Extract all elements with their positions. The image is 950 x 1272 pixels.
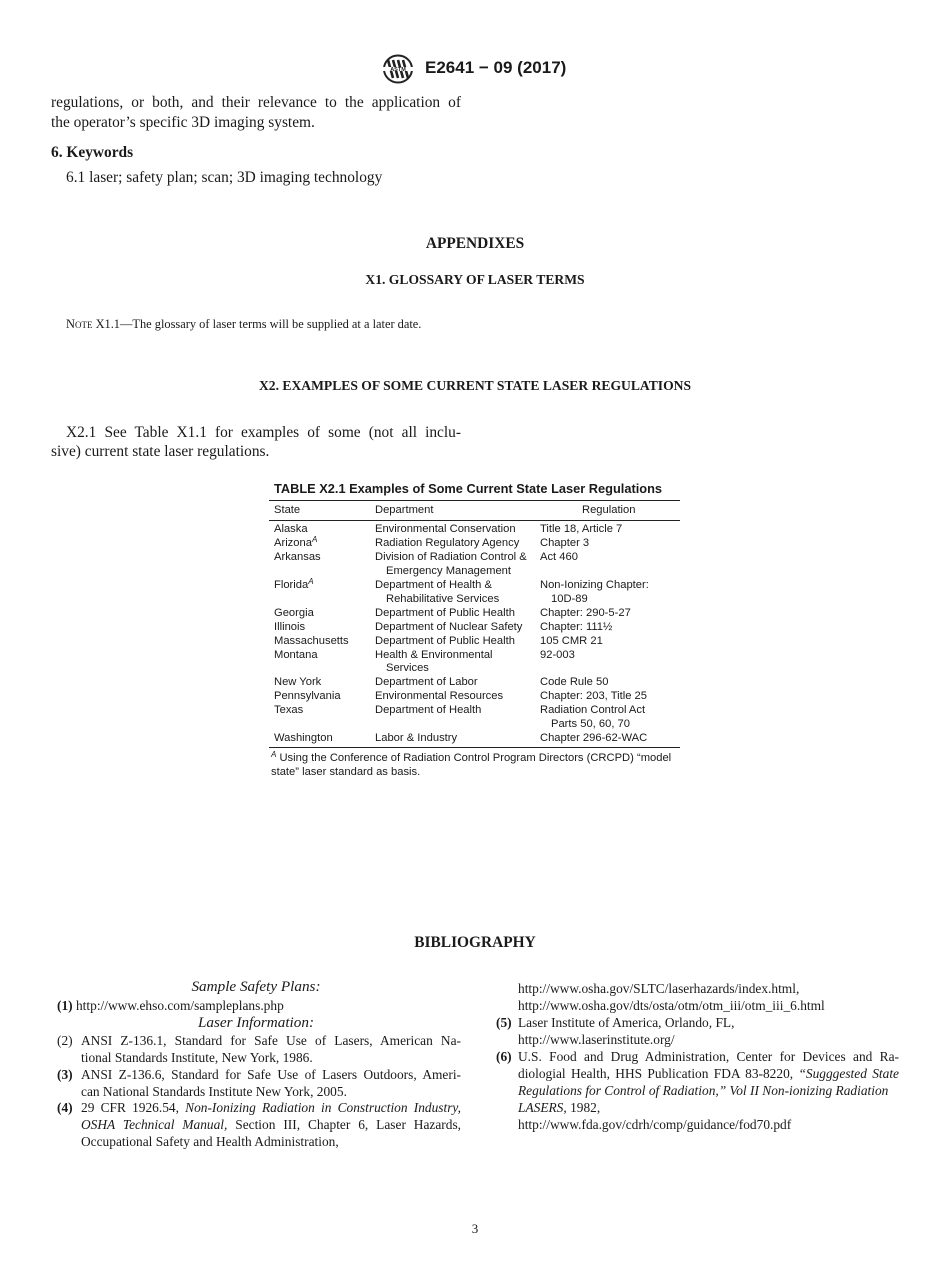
reference-4-url-1: http://www.osha.gov/SLTC/laserhazards/index.html, (518, 981, 800, 996)
table-title: TABLE X2.1 Examples of Some Current State Laser Regulations (274, 481, 663, 496)
reference-4-url-2: http://www.osha.gov/dts/osta/otm/otm_iii/otm_iii_6.html (518, 998, 825, 1013)
table-cell-regulation: Radiation Control Act (540, 704, 646, 716)
table-cell-department-continued: Emergency Management (386, 565, 511, 577)
table-cell-regulation-continued: Parts 50, 60, 70 (551, 718, 630, 730)
table-header-rule (269, 520, 680, 521)
note-label: Note (66, 317, 93, 331)
table-cell-state: Illinois (274, 621, 306, 633)
svg-text:ASTM: ASTM (390, 67, 406, 73)
table-cell-regulation: Act 460 (540, 551, 578, 563)
table-cell-regulation: Chapter: 111½ (540, 621, 613, 633)
table-bottom-rule (269, 747, 680, 748)
table-cell-state: Arizona$^A$ (274, 535, 318, 549)
table-cell-department: Department of Health (375, 704, 482, 716)
footnote-mark: A (311, 535, 318, 544)
reference-3-line-2: can National Standards Institute New York, 2005. (81, 1084, 347, 1099)
table-cell-regulation: 105 CMR 21 (540, 635, 603, 647)
table-cell-state: Massachusetts (274, 635, 349, 647)
table-top-rule (269, 500, 680, 501)
subheading-sample-safety-plans: Sample Safety Plans: (191, 978, 321, 995)
table-cell-department: Department of Health & (375, 579, 492, 591)
x1-note (66, 317, 421, 332)
table-cell-department: Department of Public Health (375, 635, 515, 647)
table-cell-regulation: Chapter: 203, Title 25 (540, 690, 647, 702)
reference-5-line-1: Laser Institute of America, Orlando, FL, (518, 1015, 735, 1030)
footnote-mark: A (271, 750, 277, 759)
table-cell-state: Alaska (274, 523, 308, 535)
table-cell-department-continued: Rehabilitative Services (386, 593, 500, 605)
note-text: X1.1—The glossary of laser terms will be supplied at a later date. (95, 317, 422, 331)
astm-logo-icon (380, 54, 416, 84)
page-number: 3 (471, 1221, 479, 1236)
subheading-laser-information: Laser Information: (197, 1014, 315, 1031)
column-header-regulation: Regulation (582, 504, 636, 516)
table-cell-state: Florida$^A$ (274, 577, 314, 591)
reference-6-line-4: LASERS, 1982, (518, 1100, 601, 1115)
reference-2-line-2: tional Standards Institute, New York, 1986. (81, 1050, 313, 1065)
reference-4-line-1: 29 CFR 1926.54, Non-Ionizing Radiation in Construction Industry, (81, 1100, 461, 1115)
table-cell-regulation: Chapter: 290-5-27 (540, 607, 631, 619)
bibliography-heading: BIBLIOGRAPHY (414, 934, 536, 951)
table-cell-regulation-continued: 10D-89 (551, 593, 588, 605)
keywords-text: 6.1 laser; safety plan; scan; 3D imaging technology (66, 169, 383, 186)
continuation-line-2: the operator’s specific 3D imaging system. (51, 114, 315, 131)
table-cell-regulation: Code Rule 50 (540, 676, 609, 688)
table-cell-department: Department of Public Health (375, 607, 515, 619)
reference-5-url: http://www.laserinstitute.org/ (518, 1032, 675, 1047)
table-cell-state: Montana (274, 649, 318, 661)
table-cell-regulation: Chapter 3 (540, 537, 590, 549)
footnote-mark: A (308, 577, 314, 586)
x2-heading: X2. EXAMPLES OF SOME CURRENT STATE LASER REGULATIONS (258, 378, 692, 393)
table-cell-state: Pennsylvania (274, 690, 341, 702)
reference-4-line-2: OSHA Technical Manual, Section III, Chapter 6, Laser Hazards, (81, 1117, 462, 1132)
reference-6-url: http://www.fda.gov/cdrh/comp/guidance/fod70.pdf (518, 1117, 792, 1132)
continuation-line-1: regulations, or both, and their relevance to the application of (51, 94, 461, 111)
table-cell-department: Health & Environmental (375, 649, 493, 661)
table-cell-regulation: Title 18, Article 7 (540, 523, 623, 535)
table-footnote: $^A$ Using the Conference of Radiation Control Program Directors (CRCPD) “model state” laser standard as basis. (271, 750, 672, 778)
table-cell-state: Texas (274, 704, 304, 716)
table-cell-regulation: 92-003 (540, 649, 575, 661)
table-cell-department-continued: Services (386, 662, 429, 674)
appendixes-heading: APPENDIXES (425, 235, 525, 252)
table-cell-department: Environmental Resources (375, 690, 504, 702)
reference-1: (1) http://www.ehso.com/sampleplans.php (57, 998, 284, 1013)
reference-2-line-1: ANSI Z-136.1, Standard for Safe Use of Lasers, American Na- (81, 1033, 461, 1048)
table-cell-regulation: Chapter 296-62-WAC (540, 732, 648, 744)
table-cell-state: Washington (274, 732, 333, 744)
reference-5-number: (5) (496, 1015, 512, 1030)
standard-designation: E2641 − 09 (2017) (425, 58, 567, 77)
page-header (0, 54, 950, 84)
reference-4-number: (4) (57, 1100, 73, 1115)
column-header-department: Department (375, 504, 434, 516)
table-cell-department: Division of Radiation Control & (375, 551, 527, 563)
reference-4-line-3: Occupational Safety and Health Administration, (81, 1134, 339, 1149)
table-cell-state: Georgia (274, 607, 314, 619)
table-cell-state: New York (274, 676, 322, 688)
table-cell-department: Radiation Regulatory Agency (375, 537, 520, 549)
table-cell-state: Arkansas (274, 551, 321, 563)
x2-paragraph-line-1: X2.1 See Table X1.1 for examples of some (not all inclu- (66, 424, 461, 441)
table-cell-department: Labor & Industry (375, 732, 458, 744)
x2-paragraph-line-2: sive) current state laser regulations. (51, 443, 270, 460)
reference-2-number: (2) (57, 1033, 73, 1048)
table-cell-department: Department of Labor (375, 676, 478, 688)
reference-6-line-3: Regulations for Control of Radiation,” Vol II Non-ionizing Radiation (518, 1083, 889, 1098)
x1-heading: X1. GLOSSARY OF LASER TERMS (365, 272, 585, 287)
table-cell-regulation: Non-Ionizing Chapter: (540, 579, 649, 591)
reference-6-number: (6) (496, 1049, 512, 1064)
reference-6-line-1: U.S. Food and Drug Administration, Center for Devices and Ra- (518, 1049, 899, 1064)
reference-6-line-2: diologial Health, HHS Publication FDA 83-8220, “Sugggested State (518, 1066, 899, 1081)
column-header-state: State (274, 504, 301, 516)
table-cell-department: Environmental Conservation (375, 523, 516, 535)
table-cell-department: Department of Nuclear Safety (375, 621, 523, 633)
keywords-heading: 6. Keywords (51, 144, 134, 161)
reference-3-number: (3) (57, 1067, 73, 1082)
reference-3-line-1: ANSI Z-136.6, Standard for Safe Use of Lasers Outdoors, Ameri- (81, 1067, 461, 1082)
